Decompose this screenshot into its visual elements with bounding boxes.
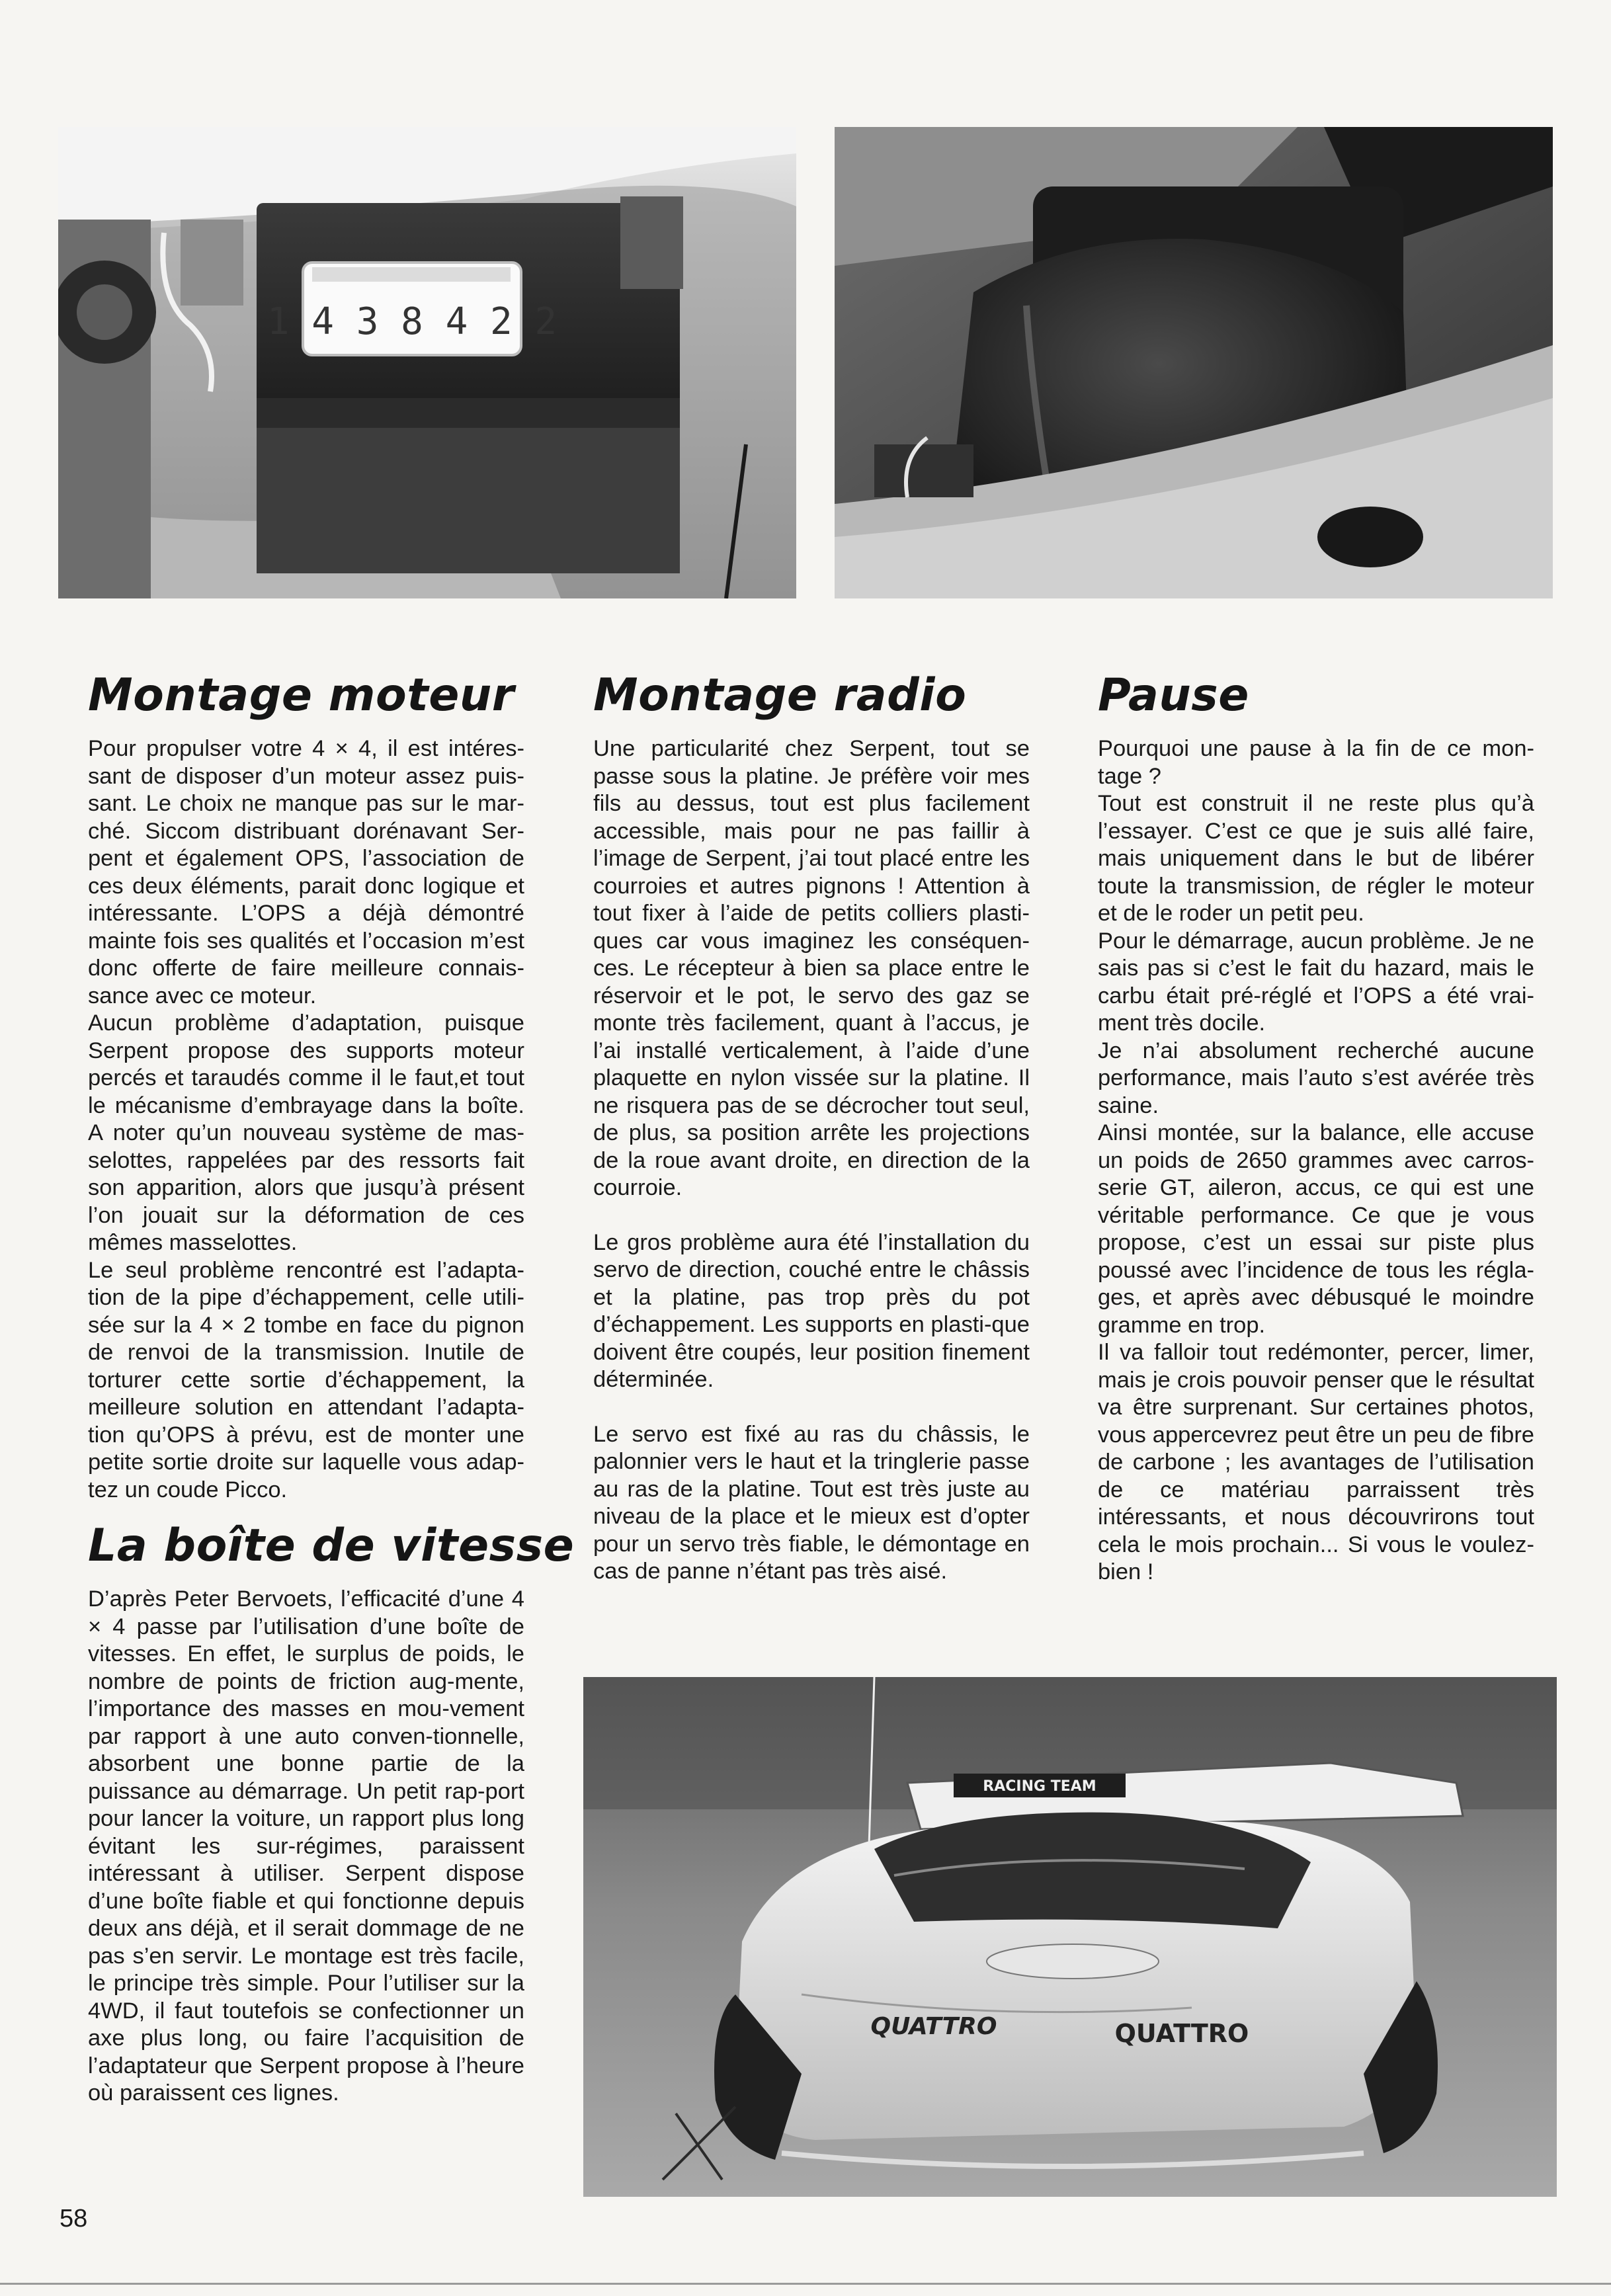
paragraph: Le gros problème aura été l’installation du servo de direction, couché entre le châssis et la platine, pas trop près du pot d’échappement. Les supports en plasti-que doivent être coupés, leur position finement déterminée. (593, 1229, 1030, 1392)
paragraph: Une particularité chez Serpent, tout se passe sous la platine. Je préfère voir mes fils au dessus, tout est plus facilement accessible, mais pour ne pas faillir à l’image de Serpent, j’ai tout placé entre les courroies et autres pignons ! Attention à tout fixer à l’aide de petits colliers plasti-ques car vous imaginez les conséquen-ces. Le récepteur à bien sa place entre le réservoir et le pot, le servo des gaz se monte très facilement, quant à l’accus, je l’ai installé verticalement, à l’aide d’une plaquette en nylon vissée sur la platine. Il ne risquera pas de se décrocher tout seul, de plus, sa position arrête les projections de la roue avant droite, en direction de la courroie. (593, 736, 1030, 1200)
photo-battery (835, 127, 1553, 598)
body-text-left: QUATTRO (870, 2013, 997, 2040)
paragraph: D’après Peter Bervoets, l’efficacité d’une 4 × 4 passe par l’utilisation d’une boîte de vitesses. En effet, le surplus de poids, le nombre de points de friction aug-mente, l’importance des masses en mou-vement par rapport à une auto conven-tionnelle, absorbent une bonne partie de la puissance au démarrage. Un petit rap-port pour lancer la voiture, un rapport plus long évitant les sur-régimes, paraissent intéressant à utiliser. Serpent dispose d’une boîte fiable et qui fonctionne depuis deux ans déjà, et il serait dommage de ne pas s’en servir. Le montage est très facile, le principe très simple. Pour l’utiliser sur la 4WD, il faut toutefois se confectionner un axe plus long, ou faire l’acquisition de l’adaptateur que Serpent propose à l’heure où paraissent ces lignes. (88, 1586, 524, 2106)
paragraph: Ainsi montée, sur la balance, elle accuse un poids de 2650 grammes avec carros-serie GT, aileron, accus, ce qui est une véritable performance. Ce que je vous propose, c’est un essai sur piste plus poussé avec l’incidence de tous les régla-ges, et après avec débusqué le moindre gramme en trop. (1098, 1120, 1534, 1338)
column-right (1098, 669, 1534, 1586)
paragraph: Le seul problème rencontré est l’adapta-tion de la pipe d’échappement, celle utili-sée sur la 4 × 2 tombe en face du pignon de renvoi de la transmission. Inutile de torturer cette sortie d’échappement, la meilleure solution en attendant l’adapta-tion qu’OPS à prévu, est de monter une petite sortie droite sur laquelle vous adap-tez un coude Picco. (88, 1257, 524, 1502)
paragraph: Je n’ai absolument recherché aucune performance, mais l’auto s’est avérée très saine. (1098, 1038, 1534, 1118)
body-text-right: QUATTRO (1114, 2019, 1249, 2048)
page-number: 58 (60, 2205, 88, 2233)
wing-text: RACING TEAM (983, 1778, 1096, 1795)
paragraph: Pourquoi une pause à la fin de ce mon-tage ? (1098, 736, 1534, 789)
column-middle (593, 669, 1030, 1586)
meter-digits: 1 4 3 8 4 2 2 (267, 300, 558, 343)
paragraph: Pour propulser votre 4 × 4, il est intéres-sant de disposer d’un moteur assez puis-sant. Le choix ne manque pas sur le mar-ché. Siccom distribuant dorénavant Ser-pent et également OPS, l’association de ces deux éléments, parait donc logique et intéressante. L’OPS a déjà démontré mainte fois ses qualités et l’occasion m’est donc offerte de faire meilleure connais-sance avec ce moteur. (88, 736, 524, 1008)
bottom-rule (0, 2283, 1611, 2285)
heading-pause: Pause (1098, 669, 1249, 721)
paragraph: Le servo est fixé au ras du châssis, le palonnier vers le haut et la tringlerie passe au ras de la platine. Tout est très juste au niveau de la place et le mieux est d’opter pour un servo très fiable, le démontage en cas de panne n’étant pas très aisé. (593, 1421, 1030, 1584)
paragraph: Il va falloir tout redémonter, percer, limer, mais je crois pouvoir penser que le résultat va être surprenant. Sur certaines photos, vous appercevrez peut être un peu de fibre de carbone ; les avantages de l’utilisation de ce matériau parraissent très intéressants, et nous découvrirons tout cela le mois prochain... Si vous le voulez-bien ! (1098, 1340, 1534, 1584)
photo-receiver (58, 127, 796, 598)
photo-quattro-car (583, 1677, 1557, 2197)
paragraph: Pour le démarrage, aucun problème. Je ne sais pas si c’est le fait du hazard, mais le carbu était pré-réglé et l’OPS a été vrai-ment très docile. (1098, 928, 1534, 1036)
heading-montage-radio: Montage radio (593, 669, 967, 721)
paragraph: Aucun problème d’adaptation, puisque Serpent propose des supports moteur percés et taraudés comme il le faut,et tout le mécanisme d’embrayage dans la boîte. A noter qu’un nouveau système de mas-selottes, rappelées par des ressorts fait son apparition, alors que jusqu’à présent l’on jouait sur la déformation de ces mêmes masselottes. (88, 1010, 524, 1255)
heading-montage-moteur: Montage moteur (88, 669, 515, 721)
heading-boite-vitesse: La boîte de vitesse (88, 1520, 575, 1572)
paragraph: Tout est construit il ne reste plus qu’à l’essayer. C’est ce que je suis allé faire, mais uniquement dans le but de libérer toute la transmission, de régler le moteur et de le roder un petit peu. (1098, 791, 1534, 926)
column-left (88, 669, 575, 2108)
